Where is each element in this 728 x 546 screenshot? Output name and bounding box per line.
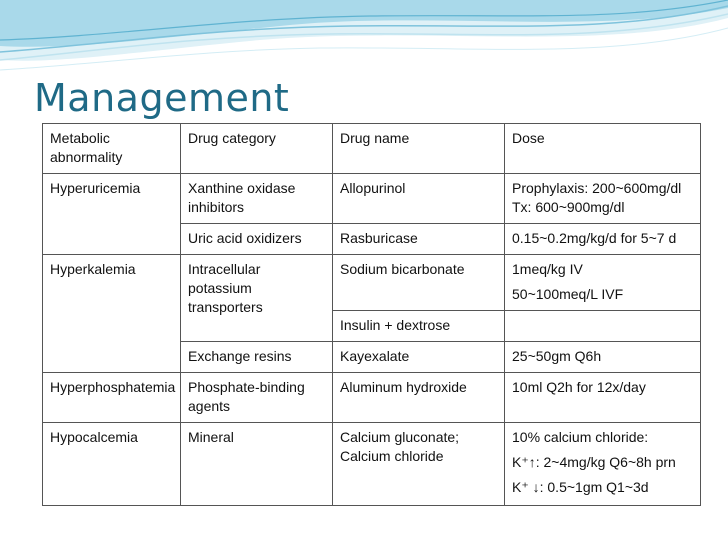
insulin-dextrose-dose — [505, 311, 701, 342]
kayexalate-dose: 25~50gm Q6h — [505, 342, 701, 373]
allopurinol-dose — [505, 174, 701, 224]
mineral-category: Mineral — [181, 423, 333, 506]
sodium-bicarbonate-dose-iv: 1meq/kg IV — [512, 261, 583, 277]
management-table — [42, 123, 701, 506]
rasburicase-dose — [505, 224, 701, 255]
allopurinol-dose-treatment: Tx: 600~900mg/dl — [512, 199, 625, 215]
calcium-dose — [505, 423, 701, 506]
hyperuricemia-row-1 — [43, 174, 701, 224]
exchange-resins-category: Exchange resins — [181, 342, 333, 373]
xanthine-oxidase-category: Xanthine oxidase inhibitors — [181, 174, 333, 224]
hypocalcemia-cell: Hypocalcemia — [43, 423, 181, 506]
calcium-dose-heading: 10% calcium chloride: — [512, 429, 649, 445]
phosphate-binding-category: Phosphate-binding agents — [181, 373, 333, 423]
hypocalcemia-row — [43, 423, 701, 506]
calcium-drug: Calcium gluconate; Calcium chloride — [333, 423, 505, 506]
header-metabolic-abnormality: Metabolic abnormality — [43, 124, 181, 174]
hyperphosphatemia-row — [43, 373, 701, 423]
sodium-bicarbonate-dose — [505, 255, 701, 311]
slide-title: Management — [34, 76, 290, 120]
rasburicase-drug: Rasburicase — [333, 224, 505, 255]
wave-header-decoration — [0, 0, 728, 80]
aluminum-hydroxide-dose: 10ml Q2h for 12x/day — [505, 373, 701, 423]
header-dose: Dose — [505, 124, 701, 174]
hyperkalemia-row-1 — [43, 255, 701, 311]
header-row — [43, 124, 701, 174]
uric-acid-oxidizers-category: Uric acid oxidizers — [181, 224, 333, 255]
intracellular-transporters-category: Intracellular potassium transporters — [181, 255, 333, 342]
hyperuricemia-cell: Hyperuricemia — [43, 174, 181, 255]
rasburicase-dose-text: 0.15~0.2mg/kg/d for 5~7 d — [512, 230, 677, 246]
aluminum-hydroxide-drug: Aluminum hydroxide — [333, 373, 505, 423]
sodium-bicarbonate-drug: Sodium bicarbonate — [333, 255, 505, 311]
insulin-dextrose-drug: Insulin + dextrose — [333, 311, 505, 342]
hyperkalemia-cell: Hyperkalemia — [43, 255, 181, 373]
allopurinol-dose-prophylaxis: Prophylaxis: 200~600mg/dl — [512, 180, 682, 196]
hyperphosphatemia-cell: Hyperphosphatemia — [43, 373, 181, 423]
kayexalate-drug: Kayexalate — [333, 342, 505, 373]
calcium-dose-low-k: K⁺ ↓: 0.5~1gm Q1~3d — [512, 479, 649, 495]
allopurinol-drug: Allopurinol — [333, 174, 505, 224]
header-drug-category: Drug category — [181, 124, 333, 174]
calcium-dose-high-k: K⁺↑: 2~4mg/kg Q6~8h prn — [512, 454, 676, 470]
header-drug-name: Drug name — [333, 124, 505, 174]
sodium-bicarbonate-dose-ivf: 50~100meq/L IVF — [512, 286, 624, 302]
